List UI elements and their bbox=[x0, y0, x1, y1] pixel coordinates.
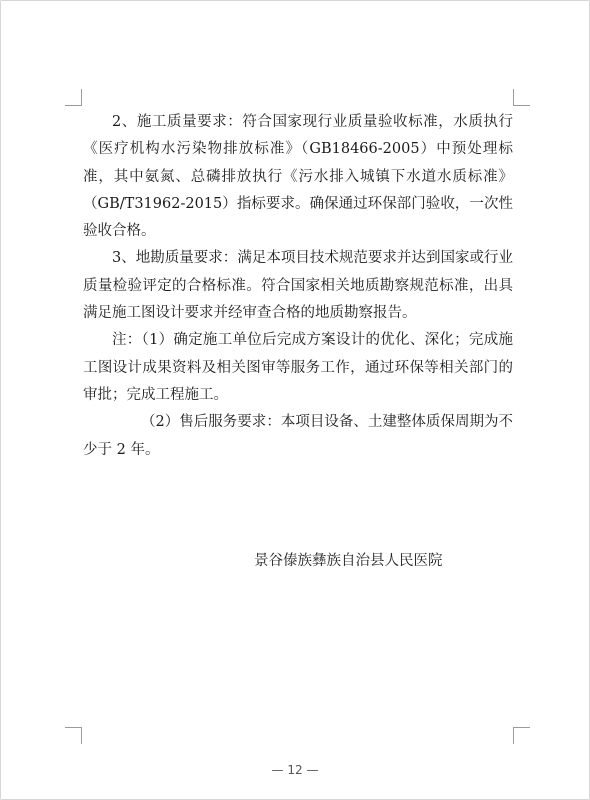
paragraph-construction-quality: 2、施工质量要求：符合国家现行业质量验收标准，水质执行《医疗机构水污染物排放标准》（GB18466-2005）中预处理标准，其中氨氮、总磷排放执行《污水排入城镇下水道水质标准》（GB/T31962-2015）指标要求。确保通过环保部门验收，一次性验收合格。 bbox=[83, 114, 513, 240]
crop-mark-bottom-right bbox=[513, 727, 530, 744]
crop-mark-top-left bbox=[65, 89, 82, 106]
document-page bbox=[1, 1, 589, 799]
crop-mark-bottom-left bbox=[65, 727, 82, 744]
paragraph-note: 注：（1）确定施工单位后完成方案设计的优化、深化；完成施工图设计成果资料及相关图审等服务工作，通过环保等相关部门的审批；完成工程施工。 bbox=[83, 332, 513, 403]
paragraph-after-sales: （2）售后服务要求：本项目设备、土建整体质保周期为不少于 2 年。 bbox=[83, 414, 513, 458]
issuer-signature: 景谷傣族彝族自治县人民医院 bbox=[254, 553, 443, 569]
document-body bbox=[83, 109, 513, 464]
crop-mark-top-right bbox=[513, 89, 530, 106]
paragraph-survey-quality: 3、地勘质量要求：满足本项目技术规范要求并达到国家或行业质量检验评定的合格标准。符合国家相关地质勘察规范标准，出具满足施工图设计要求并经审查合格的地质勘察报告。 bbox=[83, 250, 513, 322]
page-number: — 12 — bbox=[271, 763, 319, 777]
